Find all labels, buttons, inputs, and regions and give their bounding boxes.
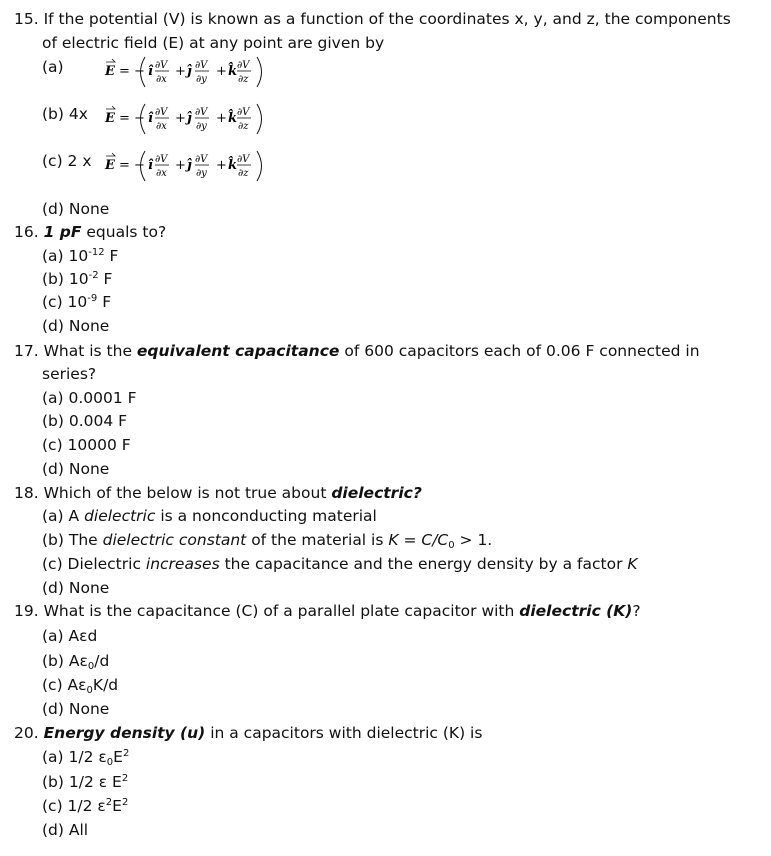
option-15c: (c) 2 x — [42, 152, 92, 170]
option-16d: (d) None — [42, 317, 110, 335]
question-emphasis: dielectric? — [331, 484, 422, 502]
formula-eq: = − — [119, 64, 145, 79]
question-15-text-line2: of electric field (E) at any point are given by — [42, 34, 385, 52]
question-17-line2: series? — [42, 365, 97, 383]
option-19d: (d) None — [42, 700, 110, 718]
option-19a: (a) Aεd — [42, 627, 98, 645]
option-18d: (d) None — [42, 579, 110, 597]
question-emphasis: equivalent capacitance — [136, 342, 340, 360]
formula-dx: ∂x — [156, 74, 167, 85]
formula-dx: ∂x — [156, 121, 167, 132]
formula-15b — [103, 101, 273, 139]
question-text: Which of the below is not true about — [43, 484, 332, 502]
question-text-rest: of 600 capacitors each of 0.06 F connected in — [339, 342, 700, 360]
option-17b: (b) 0.004 F — [42, 412, 128, 430]
question-20 — [14, 723, 482, 743]
option-17a: (a) 0.0001 F — [42, 389, 137, 407]
question-emphasis: dielectric (K) — [519, 602, 633, 620]
formula-dy: ∂y — [196, 74, 207, 85]
option-15d: (d) None — [42, 200, 110, 218]
option-18b: (b) The dielectric constant of the material is $K = C/C_0 > 1$. — [42, 531, 493, 551]
option-20b: (b) 1/2 ε $E^2$ — [42, 773, 129, 791]
formula-plus: + — [216, 64, 227, 79]
question-number: 15. — [14, 10, 39, 28]
option-20d: (d) All — [42, 821, 89, 839]
formula-dV: ∂V — [195, 107, 208, 118]
question-18 — [14, 483, 422, 503]
formula-j: ĵ — [187, 111, 192, 126]
question-text-rest: ? — [632, 602, 641, 620]
option-19b: (b) $A\varepsilon_0/d$ — [42, 652, 110, 672]
question-text: in a capacitors with dielectric (K) is — [205, 724, 483, 742]
option-19c: (c) $A\varepsilon_0K/d$ — [42, 676, 119, 696]
formula-15c — [103, 148, 273, 186]
question-text: If the potential (V) is known as a function of the coordinates x, y, and z, the components — [43, 10, 731, 28]
option-18c: (c) Dielectric increases the capacitance and the energy density by a factor K — [42, 555, 638, 573]
option-16c: (c) $10^{-9}$ F — [42, 293, 112, 311]
formula-dy: ∂y — [196, 121, 207, 132]
question-number: 18. — [14, 484, 39, 502]
option-16b: (b) $10^{-2}$ F — [42, 270, 113, 288]
option-17c: (c) 10000 F — [42, 436, 131, 454]
formula-dV: ∂V — [195, 154, 208, 165]
formula-dx: ∂x — [156, 168, 167, 179]
formula-j: ĵ — [187, 64, 192, 79]
formula-dy: ∂y — [196, 168, 207, 179]
option-20c: (c) 1/2 $\varepsilon^2E^2$ — [42, 797, 129, 815]
formula-plus: + — [175, 64, 186, 79]
formula-i: î — [148, 111, 153, 126]
formula-plus: + — [216, 158, 227, 173]
formula-dV: ∂V — [237, 107, 250, 118]
formula-dz: ∂z — [238, 121, 249, 132]
question-text: What is the — [43, 342, 137, 360]
formula-dV: ∂V — [155, 60, 168, 71]
formula-dV: ∂V — [155, 154, 168, 165]
option-16a: (a) $10^{-12}$ F — [42, 247, 119, 265]
question-emphasis: 1 pF — [43, 223, 82, 241]
formula-dV: ∂V — [195, 60, 208, 71]
formula-j: ĵ — [187, 158, 192, 173]
option-18a: (a) A dielectric is a nonconducting material — [42, 507, 377, 525]
formula-k: k̂ — [228, 158, 238, 173]
question-19 — [14, 601, 641, 621]
formula-dV: ∂V — [237, 154, 250, 165]
formula-vector: E — [105, 158, 115, 173]
formula-15a — [103, 54, 273, 92]
formula-dz: ∂z — [238, 168, 249, 179]
formula-k: k̂ — [228, 111, 238, 126]
formula-i: î — [148, 158, 153, 173]
formula-vector: E — [105, 111, 115, 126]
question-17 — [14, 341, 700, 361]
question-15 — [14, 9, 731, 29]
formula-plus: + — [216, 111, 227, 126]
question-text: What is the capacitance (C) of a parallel plate capacitor with — [43, 602, 520, 620]
option-15a: (a) — [42, 58, 64, 76]
formula-eq: = − — [119, 111, 145, 126]
option-20a: (a) 1/2 $\varepsilon_0E^2$ — [42, 748, 130, 768]
formula-k: k̂ — [228, 64, 238, 79]
formula-dV: ∂V — [155, 107, 168, 118]
question-text: equals to? — [81, 223, 167, 241]
formula-plus: + — [175, 111, 186, 126]
question-number: 17. — [14, 342, 39, 360]
question-number: 20. — [14, 724, 39, 742]
question-16 — [14, 222, 166, 242]
formula-i: î — [148, 64, 153, 79]
formula-vector: E — [105, 64, 115, 79]
option-15b: (b) 4x — [42, 105, 88, 123]
formula-plus: + — [175, 158, 186, 173]
formula-dV: ∂V — [237, 60, 250, 71]
question-emphasis: Energy density (u) — [43, 724, 206, 742]
option-17d: (d) None — [42, 460, 110, 478]
formula-eq: = − — [119, 158, 145, 173]
formula-dz: ∂z — [238, 74, 249, 85]
question-number: 19. — [14, 602, 39, 620]
question-number: 16. — [14, 223, 39, 241]
